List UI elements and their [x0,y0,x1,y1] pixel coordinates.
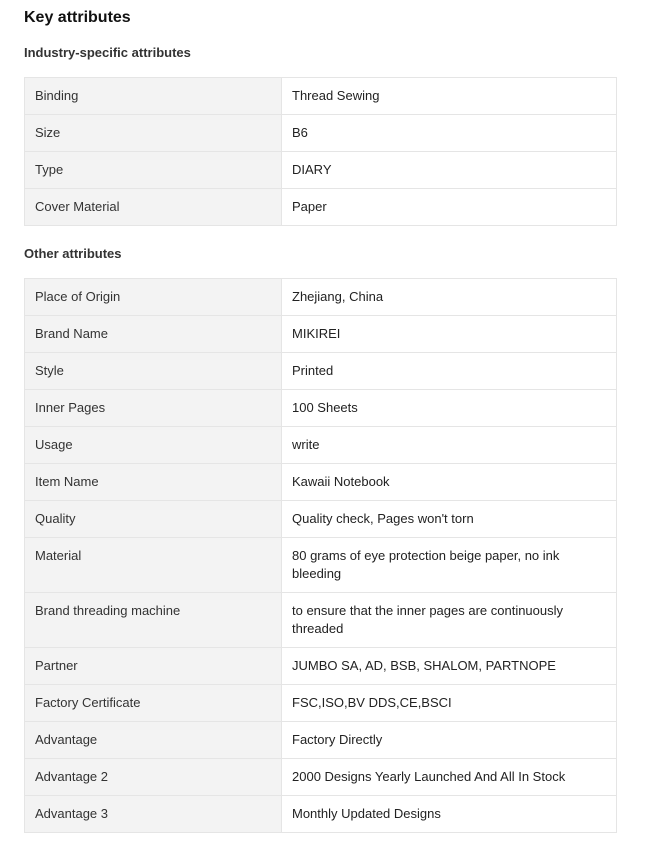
attribute-value: MIKIREI [282,316,617,353]
attribute-key: Usage [25,427,282,464]
attribute-key: Place of Origin [25,279,282,316]
table-row [25,353,617,390]
table-row [25,722,617,759]
attribute-key: Quality [25,501,282,538]
attribute-key: Advantage 3 [25,796,282,833]
attribute-value: 80 grams of eye protection beige paper, no ink bleeding [282,538,617,593]
attribute-value: 100 Sheets [282,390,617,427]
attribute-key: Item Name [25,464,282,501]
table-row [25,648,617,685]
table-row [25,501,617,538]
attribute-value: B6 [282,115,617,152]
attribute-value: Monthly Updated Designs [282,796,617,833]
attribute-value: DIARY [282,152,617,189]
attribute-key: Brand Name [25,316,282,353]
attribute-value: Quality check, Pages won't torn [282,501,617,538]
table-row [25,796,617,833]
attribute-key: Type [25,152,282,189]
attribute-value: Zhejiang, China [282,279,617,316]
table-row [25,189,617,226]
attribute-key: Inner Pages [25,390,282,427]
table-row [25,78,617,115]
attribute-value: JUMBO SA, AD, BSB, SHALOM, PARTNOPE [282,648,617,685]
attribute-key: Partner [25,648,282,685]
attribute-key: Advantage 2 [25,759,282,796]
attribute-key: Cover Material [25,189,282,226]
attribute-value: Factory Directly [282,722,617,759]
table-row [25,427,617,464]
table-row [25,279,617,316]
attribute-value: 2000 Designs Yearly Launched And All In Stock [282,759,617,796]
table-row [25,152,617,189]
table-row [25,316,617,353]
attribute-value: to ensure that the inner pages are continuously threaded [282,593,617,648]
table-row [25,390,617,427]
page-title: Key attributes [24,9,131,26]
attribute-value: FSC,ISO,BV DDS,CE,BSCI [282,685,617,722]
attribute-key: Style [25,353,282,390]
table-row [25,685,617,722]
attribute-key: Material [25,538,282,593]
attribute-key: Binding [25,78,282,115]
attribute-value: Paper [282,189,617,226]
table-row [25,759,617,796]
attribute-value: Printed [282,353,617,390]
attribute-value: write [282,427,617,464]
table-row [25,464,617,501]
industry-attributes-table [24,77,617,226]
attribute-key: Brand threading machine [25,593,282,648]
attribute-value: Thread Sewing [282,78,617,115]
other-section-title: Other attributes [24,246,122,261]
table-row [25,593,617,648]
other-attributes-table [24,278,617,833]
attribute-value: Kawaii Notebook [282,464,617,501]
attribute-key: Advantage [25,722,282,759]
table-row [25,115,617,152]
table-row [25,538,617,593]
industry-section-title: Industry-specific attributes [24,45,191,60]
attribute-key: Factory Certificate [25,685,282,722]
attribute-key: Size [25,115,282,152]
